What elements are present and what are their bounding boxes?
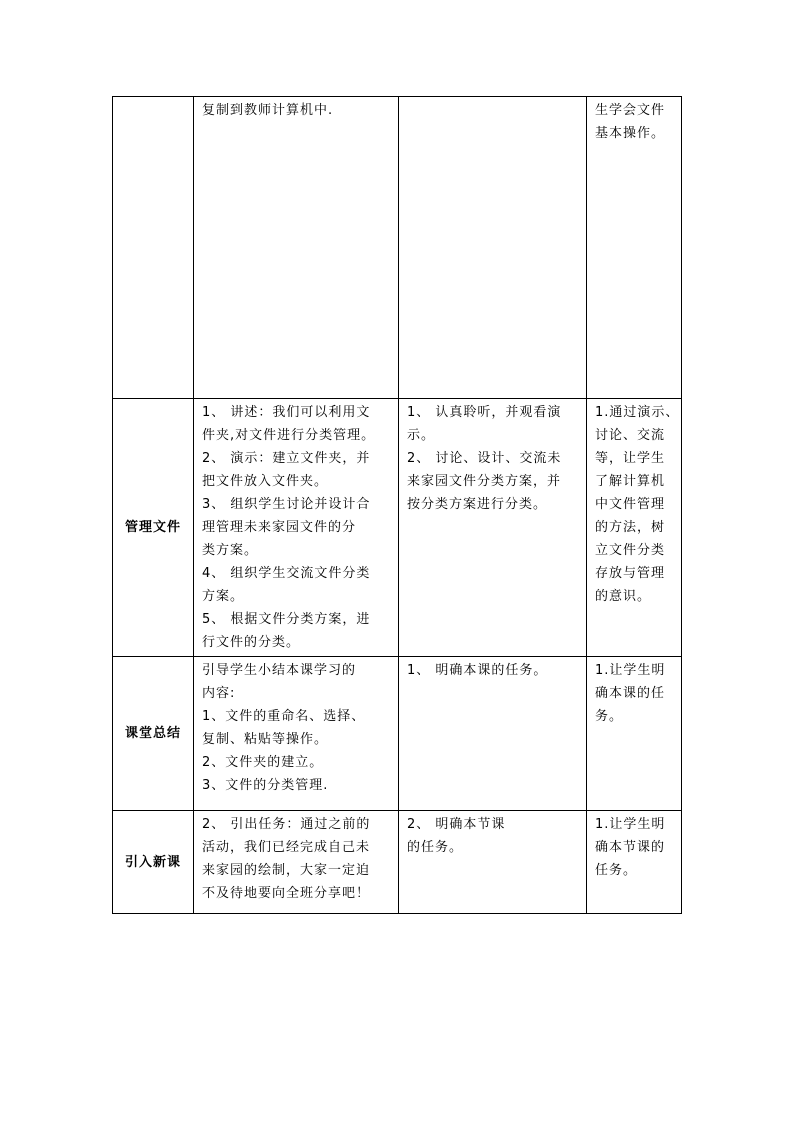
text-line: 按分类方案进行分类。 [407, 497, 548, 512]
teacher-activity-cell [194, 657, 399, 811]
text-line: 1.让学生明 [595, 817, 666, 832]
text-line: 确本课的任 [595, 686, 666, 701]
lesson-plan-body [113, 97, 682, 914]
text-line: 不及待地要向全班分享吧！ [202, 886, 371, 901]
stage-cell [113, 97, 194, 399]
purpose-cell [587, 97, 682, 399]
text-line: 5、 根据文件分类方案，进 [202, 612, 371, 627]
text-line: 1、文件的重命名、选择、 [202, 709, 366, 724]
text-line: 复制、粘贴等操作。 [202, 732, 329, 747]
stage-cell: 课堂总结 [113, 657, 194, 811]
text-line: 2、文件夹的建立。 [202, 755, 324, 770]
teacher-activity-cell [194, 399, 399, 657]
student-activity-cell [399, 657, 587, 811]
student-activity-cell [399, 811, 587, 914]
purpose-cell [587, 811, 682, 914]
text-line: 2、 引出任务：通过之前的 [202, 817, 371, 832]
teacher-activity-cell [194, 811, 399, 914]
text-line: 方案。 [202, 589, 245, 604]
text-line: 生学会文件 [595, 103, 666, 118]
text-line: 2、 明确本节课 [407, 817, 506, 832]
text-line: 3、 组织学生讨论并设计合 [202, 497, 371, 512]
student-activity-cell [399, 399, 587, 657]
text-line: 来家园文件分类方案，并 [407, 474, 562, 489]
text-line: 的意识。 [595, 589, 652, 604]
text-line: 2、 演示：建立文件夹，并 [202, 451, 371, 466]
text-line: 理管理未来家园文件的分 [202, 520, 357, 535]
text-line: 3、文件的分类管理. [202, 778, 329, 793]
text-line: 1、 讲述：我们可以利用文 [202, 405, 371, 420]
text-line: 行文件的分类。 [202, 635, 301, 650]
text-line: 务。 [595, 709, 624, 724]
text-line: 了解计算机 [595, 474, 666, 489]
text-line: 的任务。 [407, 840, 464, 855]
text-line: 件夹,对文件进行分类管理。 [202, 428, 376, 443]
text-line: 引导学生小结本课学习的 [202, 663, 357, 678]
text-line: 等，让学生 [595, 451, 666, 466]
text-line: 1、 明确本课的任务。 [407, 663, 548, 678]
lesson-plan-table [112, 96, 682, 914]
text-line: 任务。 [595, 863, 638, 878]
teacher-activity-cell [194, 97, 399, 399]
text-line: 1.让学生明 [595, 663, 666, 678]
text-line: 基本操作。 [595, 126, 666, 141]
text-line: 确本节课的 [595, 840, 666, 855]
text-line: 存放与管理 [595, 566, 666, 581]
text-line: 立文件分类 [595, 543, 666, 558]
text-line: 类方案。 [202, 543, 259, 558]
text-line: 讨论、交流 [595, 428, 666, 443]
text-line: 4、 组织学生交流文件分类 [202, 566, 371, 581]
text-line: 中文件管理 [595, 497, 666, 512]
table-row [113, 97, 682, 399]
stage-cell: 管理文件 [113, 399, 194, 657]
text-line: 的方法，树 [595, 520, 666, 535]
table-row [113, 657, 682, 811]
table-row [113, 811, 682, 914]
text-line: 内容: [202, 686, 236, 701]
text-line: 2、 讨论、设计、交流未 [407, 451, 562, 466]
text-line: 1.通过演示、 [595, 405, 680, 420]
text-line: 示。 [407, 428, 436, 443]
text-line: 把文件放入文件夹。 [202, 474, 329, 489]
student-activity-cell [399, 97, 587, 399]
text-line: 来家园的绘制，大家一定迫 [202, 863, 371, 878]
stage-cell: 引入新课 [113, 811, 194, 914]
purpose-cell [587, 657, 682, 811]
text-line: 1、 认真聆听，并观看演 [407, 405, 562, 420]
text-line: 活动，我们已经完成自己未 [202, 840, 371, 855]
text-line: 复制到教师计算机中. [202, 103, 334, 118]
purpose-cell [587, 399, 682, 657]
table-row [113, 399, 682, 657]
